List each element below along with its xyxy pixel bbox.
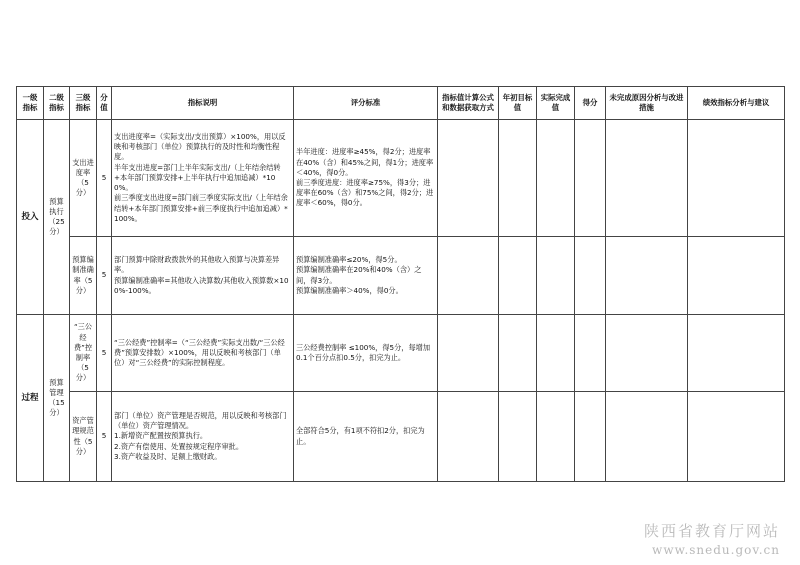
criteria-cell: 预算编制准确率≤20%，得5分。 预算编制准确率在20%和40%（含）之间，得3分。 预算编制准确率＞40%，得0分。 <box>294 237 438 315</box>
site-watermark <box>644 520 780 557</box>
level3-cell: “三公经费”控制率（5分） <box>70 315 97 392</box>
criteria-cell: 三公经费控制率 ≤100%，得5分，每增加0.1个百分点扣0.5分，扣完为止。 <box>294 315 438 392</box>
reasons-cell <box>606 392 688 482</box>
header-reasons: 未完成原因分析与改进措施 <box>606 87 688 120</box>
header-level1: 一级指标 <box>17 87 44 120</box>
formula-cell <box>438 315 499 392</box>
analysis-cell <box>688 120 785 237</box>
header-formula: 指标值计算公式和数据获取方式 <box>438 87 499 120</box>
analysis-cell <box>688 237 785 315</box>
level3-cell: 支出进度率（5分） <box>70 120 97 237</box>
score-cell: 5 <box>97 315 112 392</box>
level2-budget-mgmt: 预算管理（15分） <box>44 315 70 482</box>
header-earned: 得分 <box>575 87 606 120</box>
table-row <box>17 392 785 482</box>
initial-cell <box>499 315 537 392</box>
earned-cell <box>575 315 606 392</box>
criteria-cell: 全部符合5分，有1项不符扣2分，扣完为止。 <box>294 392 438 482</box>
score-cell: 5 <box>97 392 112 482</box>
actual-cell <box>537 315 575 392</box>
score-cell: 5 <box>97 120 112 237</box>
actual-cell <box>537 237 575 315</box>
formula-cell <box>438 392 499 482</box>
header-desc: 指标说明 <box>112 87 294 120</box>
header-level3: 三级指标 <box>70 87 97 120</box>
initial-cell <box>499 237 537 315</box>
header-analysis: 绩效指标分析与建议 <box>688 87 785 120</box>
level3-cell: 资产管理规范性（5分） <box>70 392 97 482</box>
reasons-cell <box>606 120 688 237</box>
header-score: 分值 <box>97 87 112 120</box>
table-row <box>17 237 785 315</box>
reasons-cell <box>606 237 688 315</box>
desc-cell: 部门（单位）资产管理是否规范，用以反映和考核部门（单位）资产管理情况。 1.新增资产配置按预算执行。 2.资产有偿使用、处置按规定程序审批。 3.资产收益及时、足额上缴财政。 <box>112 392 294 482</box>
section-process: 过程 <box>17 315 44 482</box>
header-criteria: 评分标准 <box>294 87 438 120</box>
analysis-cell <box>688 392 785 482</box>
header-row <box>17 87 785 120</box>
desc-cell: 支出进度率=（实际支出/支出预算）×100%，用以反映和考核部门（单位）预算执行的及时性和均衡性程度。 半年支出进度=部门上半年实际支出/（上年结余结转+本年部门预算安排+上半年执行中追加追减）*100%。 前三季度支出进度=部门前三季度实际支出/（上年结余结转+本年部门预算安排+前三季度执行中追加追减）*100%。 <box>112 120 294 237</box>
section-input: 投入 <box>17 120 44 315</box>
level3-cell: 预算编制准确率（5分） <box>70 237 97 315</box>
actual-cell <box>537 392 575 482</box>
formula-cell <box>438 237 499 315</box>
header-initial: 年初目标值 <box>499 87 537 120</box>
earned-cell <box>575 237 606 315</box>
table-row <box>17 120 785 237</box>
table-row <box>17 315 785 392</box>
header-level2: 二级指标 <box>44 87 70 120</box>
score-cell: 5 <box>97 237 112 315</box>
reasons-cell <box>606 315 688 392</box>
performance-indicator-table <box>16 86 785 482</box>
criteria-cell: 半年进度：进度率≥45%，得2分；进度率在40%（含）和45%之间，得1分；进度率＜40%，得0分。 前三季度进度：进度率≥75%，得3分；进度率在60%（含）和75%之间，得2分；进度率＜60%，得0分。 <box>294 120 438 237</box>
formula-cell <box>438 120 499 237</box>
initial-cell <box>499 120 537 237</box>
watermark-title: 陕西省教育厅网站 <box>643 522 780 540</box>
level2-budget-exec: 预算执行（25分） <box>44 120 70 315</box>
analysis-cell <box>688 315 785 392</box>
actual-cell <box>537 120 575 237</box>
desc-cell: 部门预算中除财政拨款外的其他收入预算与决算差异率。 预算编制准确率=其他收入决算数/其他收入预算数×100%-100%。 <box>112 237 294 315</box>
header-actual: 实际完成值 <box>537 87 575 120</box>
initial-cell <box>499 392 537 482</box>
watermark-url: www.snedu.gov.cn <box>652 543 780 557</box>
earned-cell <box>575 120 606 237</box>
desc-cell: “三公经费”控制率=（“三公经费”实际支出数/“三公经费”预算安排数）×100%，用以反映和考核部门（单位）对“三公经费”的实际控制程度。 <box>112 315 294 392</box>
earned-cell <box>575 392 606 482</box>
